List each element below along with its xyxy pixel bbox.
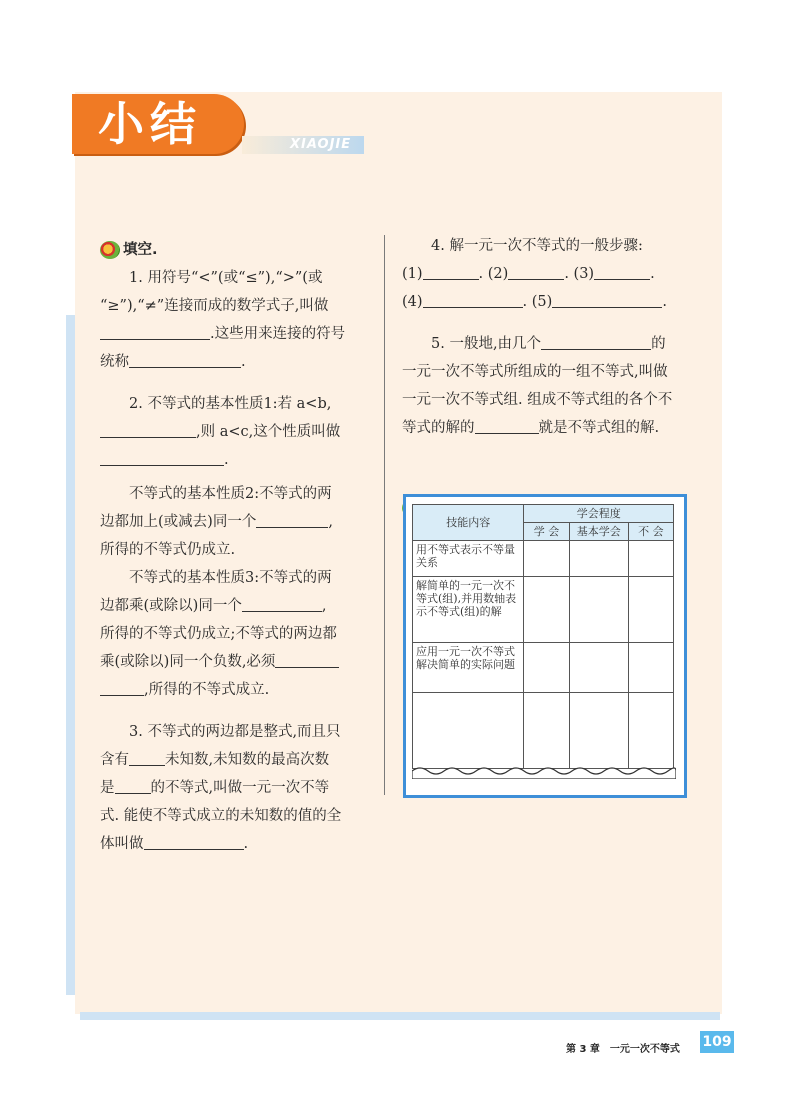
chapter-footer: 第 3 章 一元一次不等式 (566, 1044, 680, 1055)
blank-step-4[interactable] (423, 291, 523, 308)
decor-strip-bottom (80, 1012, 720, 1020)
q3-line-2: 含有 未知数,未知数的最高次数 (100, 746, 368, 774)
header-degree: 学会程度 (524, 505, 674, 523)
header-skill: 技能内容 (413, 505, 524, 541)
table-cell[interactable] (628, 693, 673, 769)
left-column (100, 236, 368, 858)
blank-p3-2[interactable] (275, 651, 339, 668)
q5-line-3: 一元一次不等式组. 组成不等式组的各个不 (402, 392, 673, 408)
q3-line-5: 体叫做 . (100, 830, 368, 858)
skill-table (412, 504, 674, 769)
q2-line-1: 2. 不等式的基本性质1:若 a<b, (129, 396, 332, 412)
q2-line-3: . (100, 446, 368, 474)
blank-q5-1[interactable] (541, 333, 651, 350)
page-title: 小结 (98, 97, 202, 151)
blank-q1-2[interactable] (129, 351, 241, 368)
q3-line-1: 3. 不等式的两边都是整式,而且只 (129, 724, 341, 740)
row-label: 解简单的一元一次不等式(组),并用数轴表示不等式(组)的解 (413, 577, 524, 643)
fill-blank-title: 填空. (123, 242, 158, 258)
blank-p3-1[interactable] (242, 595, 322, 612)
table-row (413, 693, 674, 769)
row-label: 用不等式表示不等量关系 (413, 541, 524, 577)
p3-line-4: 乘(或除以)同一个负数,必须 (100, 648, 368, 676)
table-cell[interactable] (628, 643, 673, 693)
blank-q3-2[interactable] (115, 777, 151, 794)
p3-line-1: 不等式的基本性质3:不等式的两 (129, 570, 332, 586)
table-row (413, 577, 674, 643)
decor-strip-left (66, 315, 75, 995)
q1-line-1: 1. 用符号“<”(或“≤”),“>”(或 (129, 270, 323, 286)
page-subtitle: XIAOJIE (290, 137, 352, 152)
q3-line-4: 式. 能使不等式成立的未知数的值的全 (100, 808, 342, 824)
p2-line-3: 所得的不等式仍成立. (100, 542, 236, 558)
table-row (413, 643, 674, 693)
q5-line-1: 5. 一般地,由几个 的 (402, 330, 697, 358)
blank-step-2[interactable] (508, 263, 564, 280)
table-row (413, 541, 674, 577)
skill-table-frame (403, 494, 687, 798)
header-learned: 学 会 (524, 523, 569, 541)
q3-line-3: 是 的不等式,叫做一元一次不等 (100, 774, 368, 802)
p2-line-2: 边都加上(或减去)同一个 , (100, 508, 368, 536)
blank-step-1[interactable] (423, 263, 479, 280)
blank-q3-3[interactable] (144, 833, 244, 850)
table-cell[interactable] (524, 541, 569, 577)
blank-p3-3[interactable] (100, 679, 144, 696)
fill-blank-heading (100, 236, 368, 264)
table-cell[interactable] (524, 643, 569, 693)
table-cell[interactable] (569, 693, 628, 769)
page-number: 109 (700, 1031, 734, 1053)
header-basically-learned: 基本学会 (569, 523, 628, 541)
p3-line-2: 边都乘(或除以)同一个 , (100, 592, 368, 620)
torn-edge (412, 765, 676, 779)
right-column (402, 232, 697, 522)
p2-line-1: 不等式的基本性质2:不等式的两 (129, 486, 332, 502)
header-not-learned: 不 会 (628, 523, 673, 541)
table-cell[interactable] (628, 541, 673, 577)
table-cell[interactable] (569, 541, 628, 577)
blank-q3-1[interactable] (129, 749, 165, 766)
table-cell[interactable] (569, 577, 628, 643)
table-cell[interactable] (628, 577, 673, 643)
q2-line-2: ,则 a<c,这个性质叫做 (100, 418, 368, 446)
q1-line-4: 统称 . (100, 348, 368, 376)
table-cell[interactable] (569, 643, 628, 693)
q4-line-3: (4) . (5) . (402, 288, 697, 316)
blank-step-3[interactable] (594, 263, 650, 280)
blank-p2[interactable] (256, 511, 328, 528)
row-label: 应用一元一次不等式解决简单的实际问题 (413, 643, 524, 693)
column-divider (384, 235, 385, 795)
row-label (413, 693, 524, 769)
blank-q5-2[interactable] (475, 417, 539, 434)
q5-line-2: 一元一次不等式所组成的一组不等式,叫做 (402, 364, 668, 380)
p3-line-3: 所得的不等式仍成立;不等式的两边都 (100, 626, 337, 642)
q1-line-3: .这些用来连接的符号 (100, 320, 368, 348)
p3-line-5: ,所得的不等式成立. (100, 676, 368, 704)
blank-step-5[interactable] (552, 291, 662, 308)
blank-q1-1[interactable] (100, 323, 210, 340)
table-cell[interactable] (524, 577, 569, 643)
q1-line-2: “≥”),“≠”连接而成的数学式子,叫做 (100, 298, 329, 314)
q4-line-2: (1) . (2) . (3) . (402, 260, 697, 288)
blank-q2-1[interactable] (100, 421, 196, 438)
table-cell[interactable] (524, 693, 569, 769)
blank-q2-2[interactable] (100, 449, 224, 466)
q4-line-1: 4. 解一元一次不等式的一般步骤: (431, 238, 643, 254)
ladybug-icon (100, 241, 120, 259)
q5-line-4: 等式的解的 就是不等式组的解. (402, 414, 697, 442)
